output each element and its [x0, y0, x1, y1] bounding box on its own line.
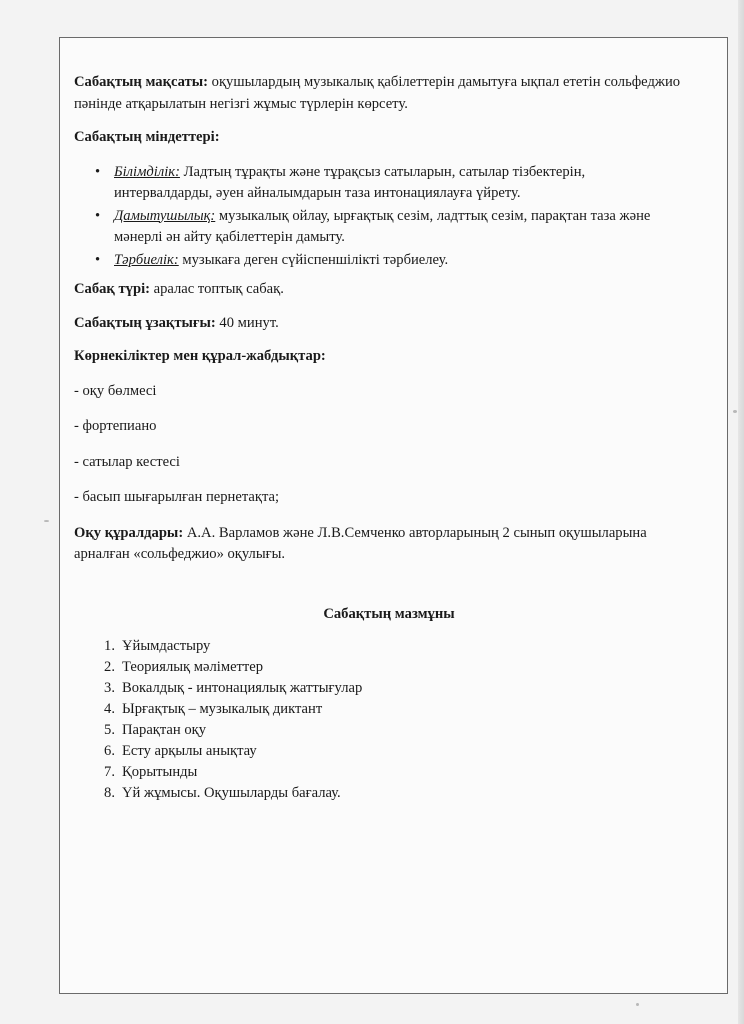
task-term: Білімділік:: [114, 163, 180, 180]
lesson-goal-text: оқушылардың музыкалық қабілеттерін дамытуға ықпал ететін сольфеджио пәнінде атқарылатын негізгі жұмыс түрлерін көрсету.: [74, 74, 681, 112]
lesson-tasks-list: [74, 162, 684, 272]
bullet-icon: •: [95, 251, 101, 268]
contents-item: [74, 699, 684, 720]
task-item: [95, 250, 684, 272]
lesson-duration-text: 40 минут.: [215, 314, 279, 331]
task-text: музыкалық ойлау, ырғақтық сезім, ладттық сезім, парақтан таза және мәнерлі ән айту қабілеттерін дамыту.: [114, 207, 651, 245]
equipment-item: - басып шығарылған пернетақта;: [74, 489, 280, 505]
contents-item-number: 6.: [104, 743, 115, 759]
contents-item: [74, 678, 684, 699]
contents-item-text: Қорытынды: [122, 764, 198, 780]
scan-edge: [738, 0, 744, 1024]
task-item: [95, 162, 684, 205]
equipment-item: - оқу бөлмесі: [74, 382, 157, 399]
equipment-item: - сатылар кестесі: [74, 453, 180, 470]
lesson-goal: [74, 72, 684, 115]
contents-item: [74, 657, 684, 678]
lesson-duration-label: Сабақтың ұзақтығы:: [74, 314, 216, 331]
contents-item-number: 7.: [104, 764, 115, 780]
lesson-type: [74, 279, 684, 301]
scan-speck: [636, 1003, 639, 1006]
contents-item-text: Ырғақтық – музыкалық диктант: [122, 701, 323, 717]
textbooks-text: А.А. Варламов және Л.В.Семченко авторларының 2 сынып оқушыларына арналған «сольфеджио» оқулығы.: [74, 524, 647, 562]
contents-item: [74, 720, 684, 741]
scan-speck: [733, 410, 737, 413]
contents-item: [74, 762, 684, 783]
document-body: [74, 72, 684, 804]
contents-item-text: Парақтан оқу: [122, 722, 207, 738]
bullet-icon: •: [95, 163, 101, 180]
contents-item-text: Есту арқылы анықтау: [122, 743, 257, 759]
contents-item-number: 3.: [104, 680, 115, 696]
contents-item-text: Вокалдық - интонациялық жаттығулар: [122, 680, 363, 696]
contents-title: Сабақтың мазмұны: [323, 605, 455, 622]
lesson-goal-label: Сабақтың мақсаты:: [74, 74, 209, 90]
lesson-duration: [74, 313, 684, 335]
contents-item-text: Теориялық мәліметтер: [122, 659, 264, 675]
equipment-heading: Көрнекіліктер мен құрал-жабдықтар:: [74, 348, 326, 364]
textbooks: [74, 523, 684, 566]
lesson-type-label: Сабақ түрі:: [74, 281, 150, 297]
contents-item: [74, 636, 684, 657]
lesson-tasks-heading: Сабақтың міндеттері:: [74, 129, 220, 145]
task-text: музыкаға деген сүйіспеншілікті тәрбиелеу.: [178, 251, 449, 268]
contents-item: [74, 783, 684, 804]
task-term: Дамытушылық:: [114, 207, 216, 224]
lesson-type-text: аралас топтық сабақ.: [149, 281, 284, 297]
equipment-item: - фортепиано: [74, 418, 157, 434]
task-term: Тәрбиелік:: [114, 251, 179, 268]
scan-speck: [44, 520, 49, 522]
contents-list: [74, 636, 684, 804]
contents-item-number: 2.: [104, 659, 115, 675]
task-item: [95, 206, 684, 249]
contents-item-number: 5.: [104, 722, 115, 738]
textbooks-label: Оқу құралдары:: [74, 524, 184, 541]
contents-item-number: 8.: [104, 785, 115, 801]
bullet-icon: •: [95, 207, 101, 224]
contents-item-number: 4.: [104, 701, 115, 717]
contents-item-text: Үй жұмысы. Оқушыларды бағалау.: [122, 785, 341, 801]
contents-item-text: Ұйымдастыру: [122, 638, 211, 654]
task-text: Ладтың тұрақты және тұрақсыз сатыларын, сатылар тізбектерін, интервалдарды, әуен айналымдарын таза интонациялауға үйрету.: [114, 163, 586, 201]
contents-item-number: 1.: [104, 638, 115, 654]
contents-item: [74, 741, 684, 762]
